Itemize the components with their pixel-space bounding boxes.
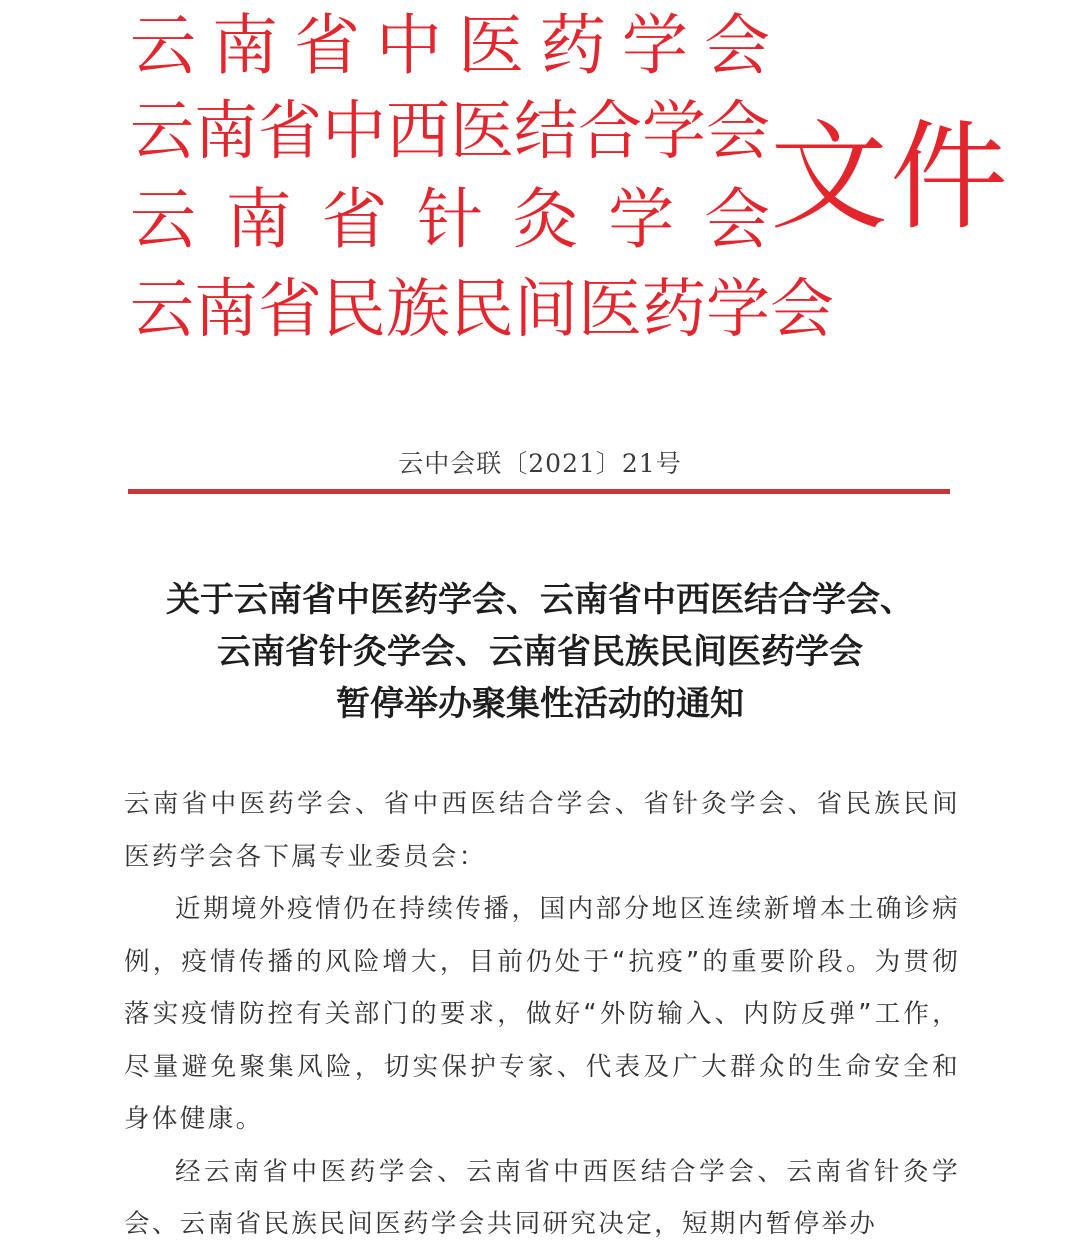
header-char: 云 <box>130 7 196 84</box>
header-char: 民 <box>450 273 514 347</box>
header-document-suffix: 文件 <box>770 108 1011 246</box>
header-char: 云 <box>130 181 196 258</box>
header-org-line-2 <box>130 92 770 172</box>
header-char: 南 <box>225 181 292 258</box>
header-char: 云 <box>130 273 194 347</box>
salutation: 云南省中医药学会、省中西医结合学会、省针灸学会、省民族民间医药学会各下属专业委员会： <box>124 789 960 872</box>
notice-body <box>124 778 960 1251</box>
header-char: 药 <box>642 273 706 347</box>
header-char: 西 <box>386 95 450 169</box>
header-char: 医 <box>458 7 524 84</box>
header-char: 南 <box>194 95 258 169</box>
header-char: 结 <box>514 95 578 169</box>
body-paragraph-2: 经云南省中医药学会、云南省中西医结合学会、云南省针灸学会、云南省民族民间医药学会共同研究决定，短期内暂停举办 <box>124 1156 960 1239</box>
header-char: 药 <box>540 7 606 84</box>
title-line-2: 云南省针灸学会、云南省民族民间医药学会 <box>217 632 863 672</box>
body-paragraph-1: 近期境外疫情仍在持续传播，国内部分地区连续新增本土确诊病例，疫情传播的风险增大，目前仍处于“抗疫”的重要阶段。为贯彻落实疫情防控有关部门的要求，做好“外防输入、内防反弹”工作，尽量避免聚集风险，切实保护专家、代表及广大群众的生命安全和身体健康。 <box>124 894 960 1134</box>
header-char: 会 <box>704 7 770 84</box>
title-line-3: 暂停举办聚集性活动的通知 <box>336 684 744 724</box>
header-char: 会 <box>706 95 770 169</box>
header-char: 针 <box>416 181 483 258</box>
header-char: 会 <box>703 181 770 258</box>
header-char: 灸 <box>512 181 579 258</box>
header-char: 学 <box>706 273 770 347</box>
header-char: 会 <box>770 273 834 347</box>
header-char: 省 <box>294 7 360 84</box>
header-char: 省 <box>258 273 322 347</box>
header-org-line-3 <box>130 180 770 260</box>
header-char: 省 <box>258 95 322 169</box>
header-char: 学 <box>622 7 688 84</box>
header-char: 省 <box>321 181 388 258</box>
header-char: 间 <box>514 273 578 347</box>
header-char: 医 <box>578 273 642 347</box>
title-line-1: 关于云南省中医药学会、云南省中西医结合学会、 <box>166 580 914 620</box>
header-char: 学 <box>608 181 675 258</box>
header-org-line-1 <box>130 6 770 86</box>
document-number: 云中会联〔2021〕21号 <box>398 449 682 478</box>
header-char: 医 <box>450 95 514 169</box>
header-char: 学 <box>642 95 706 169</box>
header-char: 南 <box>212 7 278 84</box>
notice-title <box>0 574 1080 730</box>
header-char: 合 <box>578 95 642 169</box>
header-char: 中 <box>376 7 442 84</box>
red-divider-rule <box>128 489 950 494</box>
header-char: 云 <box>130 95 194 169</box>
header-char: 民 <box>322 273 386 347</box>
header-char: 族 <box>386 273 450 347</box>
header-org-line-4 <box>130 270 834 350</box>
header-char: 南 <box>194 273 258 347</box>
header-char: 中 <box>322 95 386 169</box>
